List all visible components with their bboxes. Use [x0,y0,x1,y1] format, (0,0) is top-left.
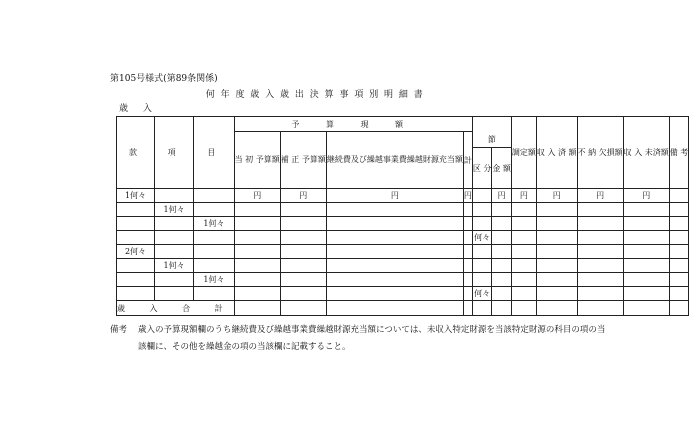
moku-cell: 1何々 [194,273,234,287]
header-kou: 項 [154,117,193,189]
unit-yen: 円 [492,189,512,203]
ledger-table [116,116,689,316]
header-funo: 不 納 欠損額 [577,117,623,189]
kubun-cell: 何々 [472,231,492,245]
moku-cell: 1何々 [194,217,234,231]
header-moku: 目 [194,117,234,189]
header-setsu: 節 [472,132,511,148]
note-label: 備考 [110,325,128,335]
total-label: 歳 入 合 計 [117,301,235,316]
unit-yen: 円 [463,189,472,203]
header-initial: 当 初 予算額 [234,132,280,189]
kou-cell: 1何々 [154,203,193,217]
table-row [117,273,689,287]
header-subtotal: 計 [463,132,472,189]
unit-yen: 円 [623,189,669,203]
unit-yen: 円 [280,189,326,203]
header-supplement: 補 正 予算額 [280,132,326,189]
table-row [117,231,689,245]
section-label: 歳 入 [119,104,158,114]
unit-yen: 円 [511,189,536,203]
table-row [117,203,689,217]
table-row [117,245,689,259]
total-row [117,301,689,316]
header-kubun: 区 分 [472,148,492,189]
header-row-1 [117,117,689,132]
header-carryover: 継続費及び繰越事業費繰越財源充当額 [326,132,463,189]
header-kan: 款 [117,117,155,189]
header-shunyu-mi: 収 入 未済額 [623,117,669,189]
header-kingaku: 金 額 [492,148,512,189]
note-text: 歳入の予算現額欄のうち継続費及び繰越事業費繰越財源充当額については、未収入特定財源を当該特定財源の科目の項の当該欄に、その他を繰越金の項の当該欄に記載すること。 [138,325,606,352]
unit-yen: 円 [326,189,463,203]
table-row [117,189,689,203]
header-chotei: 調定額 [511,117,536,189]
form-number: 第105号様式(第89条関係) [110,74,218,84]
table-row [117,259,689,273]
unit-yen: 円 [536,189,577,203]
unit-yen: 円 [234,189,280,203]
kou-cell: 1何々 [154,259,193,273]
kubun-cell: 何々 [472,287,492,301]
kan-cell: 1何々 [117,189,155,203]
unit-yen: 円 [577,189,623,203]
header-budget: 予 算 現 額 [234,117,472,132]
kan-cell: 2何々 [117,245,155,259]
header-biko: 備 考 [669,117,689,189]
header-shunyu-zumi: 収 入 済 額 [536,117,577,189]
document-title: 何 年 度 歳 入 歳 出 決 算 事 項 別 明 細 書 [205,90,425,100]
table-row [117,217,689,231]
table-row [117,287,689,301]
